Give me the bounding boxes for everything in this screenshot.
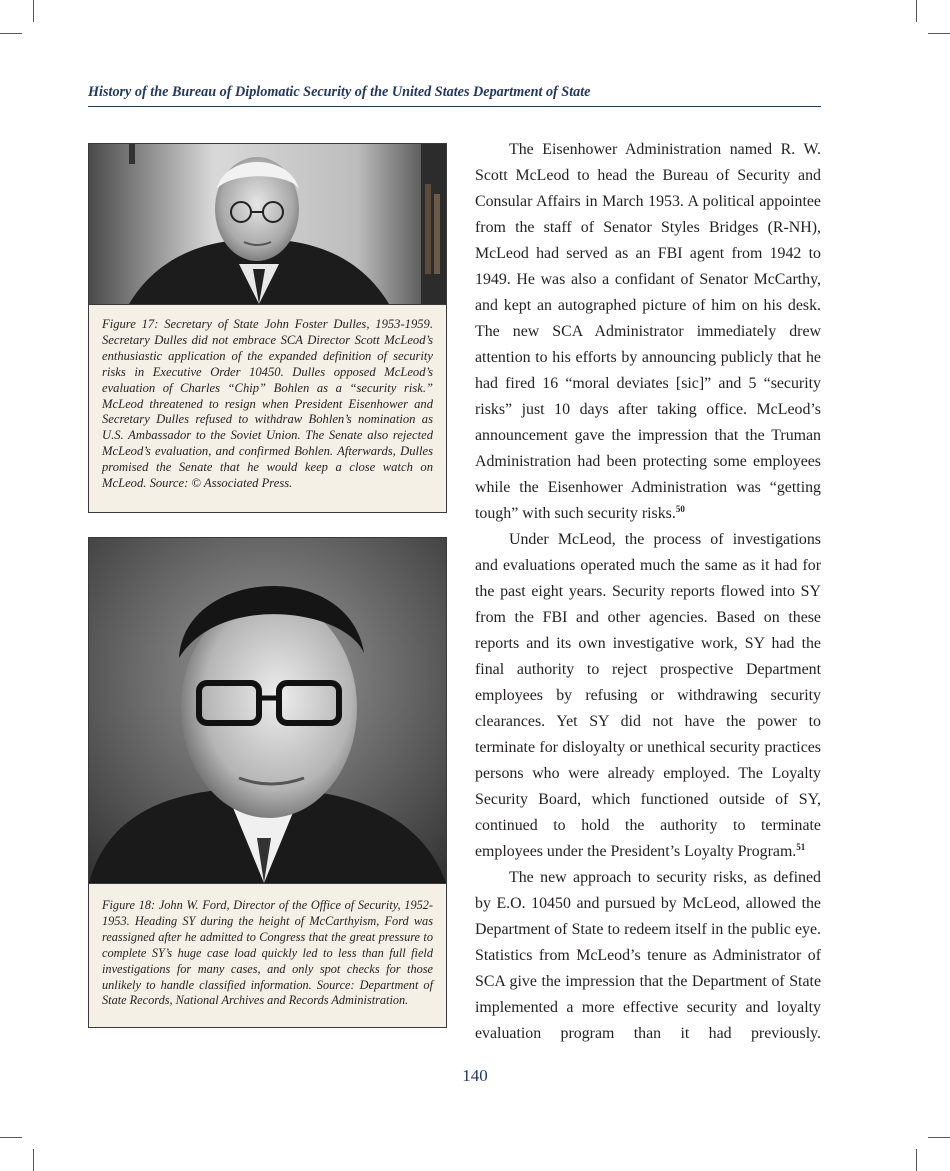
footnote-marker: 51 (796, 842, 806, 852)
crop-mark (33, 1149, 34, 1171)
crop-mark (928, 33, 950, 34)
portrait-photo-icon (89, 538, 446, 883)
figure-17-caption: Figure 17: Secretary of State John Foster Dulles, 1953-1959. Secretary Dulles did not embrace SCA Director Scott McLeod’s enthusiastic application of the expanded definition of security risks in Executive Order 10450. Dulles opposed McLeod’s evaluation of Charles “Chip” Bohlen as a “security risk.” McLeod threatened to resign when President Eisenhower and Secretary Dulles refused to withdraw Bohlen’s nomination as U.S. Ambassador to the Soviet Union. The Senate also rejected McLeod’s evaluation, and confirmed Bohlen. Afterwards, Dulles promised the Senate that he would keep a close watch on McLeod. Source: © Associated Press. (102, 317, 433, 491)
paragraph-text: The new approach to security risks, as defined by E.O. 10450 and pursued by McLeod, allowed the Department of State to redeem itself in the public eye. Statistics from McLeod’s tenure as Administrator of SCA give the impression that the Department of State implemented a more effective security and loyalty evaluation program than it had previously. (475, 869, 821, 1042)
paragraph (475, 527, 821, 865)
figure-18 (88, 537, 447, 1028)
paragraph (475, 137, 821, 527)
running-header: History of the Bureau of Diplomatic Security of the United States Department of State (88, 84, 591, 100)
footnote-marker: 50 (675, 504, 685, 514)
header-rule (88, 106, 821, 107)
crop-mark (0, 1137, 22, 1138)
crop-mark (916, 1149, 917, 1171)
figure-18-photo (89, 538, 446, 884)
crop-mark (916, 0, 917, 22)
figure-17 (88, 143, 447, 513)
figure-18-caption: Figure 18: John W. Ford, Director of the Office of Security, 1952-1953. Heading SY during the height of McCarthyism, Ford was reassigned after he admitted to Congress that the great pressure to complete SY’s huge case load quickly led to less than full field investigations for many cases, and only spot checks for those unlikely to handle classified information. Source: Department of State Records, National Archives and Records Administration. (102, 898, 433, 1008)
crop-mark (33, 0, 34, 22)
body-text (475, 137, 821, 1047)
paragraph-text: The Eisenhower Administration named R. W. Scott McLeod to head the Bureau of Security and Consular Affairs in March 1953. A political appointee from the staff of Senator Styles Bridges (R-NH), McLeod had served as an FBI agent from 1942 to 1949. He was also a confidant of Senator McCarthy, and kept an autographed picture of him on his desk. The new SCA Administrator immediately drew attention to his efforts by announcing publicly that he had fired 16 “moral deviates [sic]” and 5 “security risks” just 10 days after taking office. McLeod’s announcement gave the impression that the Truman Administration had been protecting some employees while the Eisenhower Administration was “getting tough” with such security risks. (475, 141, 821, 522)
page-number: 140 (462, 1066, 488, 1085)
paragraph (475, 865, 821, 1047)
paragraph-text: Under McLeod, the process of investigations and evaluations operated much the same as it had for the past eight years. Security reports flowed into SY from the FBI and other agencies. Based on these reports and its own investigative work, SY had the final authority to reject prospective Department employees by refusing or withdrawing security clearances. Yet SY did not have the power to terminate for disloyalty or unethical security practices persons who were already employed. The Loyalty Security Board, which functioned outside of SY, continued to hold the authority to terminate employees under the President’s Loyalty Program. (475, 531, 821, 860)
figure-17-photo (89, 144, 446, 305)
crop-mark (0, 33, 22, 34)
crop-mark (928, 1137, 950, 1138)
portrait-photo-icon (89, 144, 446, 304)
